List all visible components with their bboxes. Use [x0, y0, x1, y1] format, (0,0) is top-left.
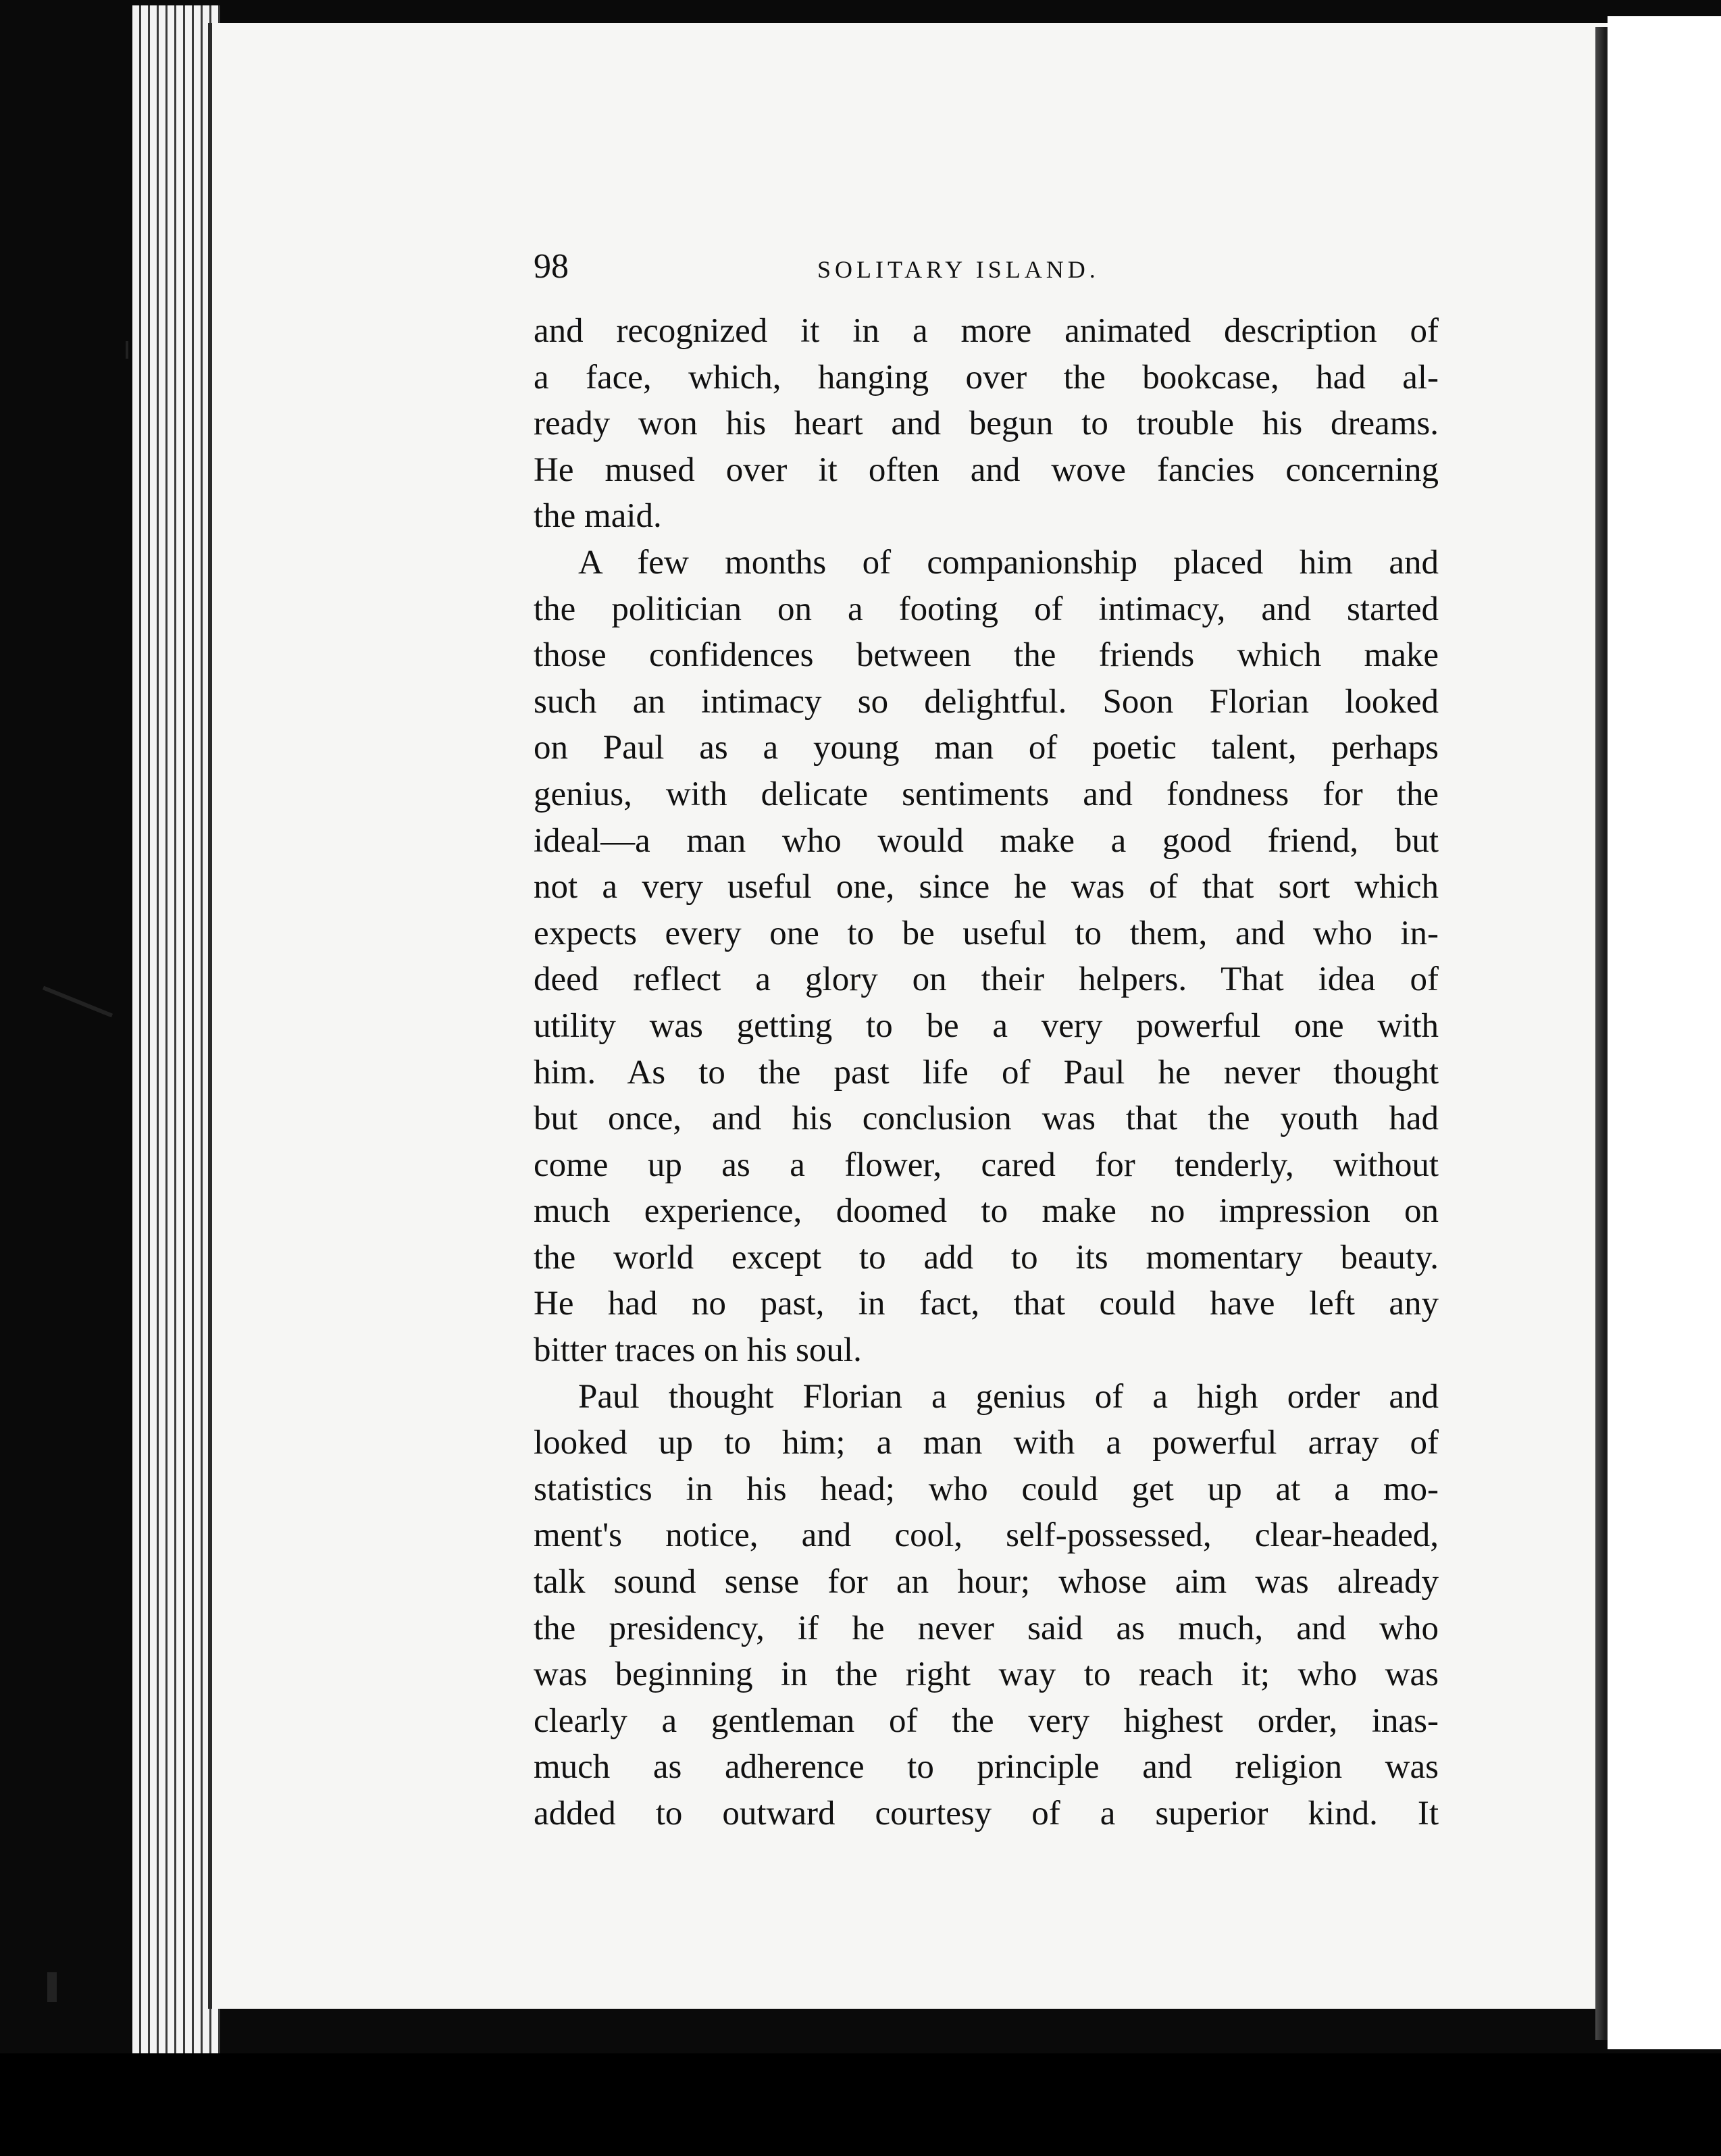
running-head: SOLITARY ISLAND. [817, 256, 1100, 283]
text-line: utility was getting to be a very powerful one with [534, 1006, 1439, 1045]
text-line: much as adherence to principle and religion was [534, 1748, 1439, 1787]
text-line: genius, with delicate sentiments and fondness for the [534, 775, 1439, 813]
text-line: He mused over it often and wove fancies concerning [534, 451, 1439, 489]
text-line: He had no past, in fact, that could have left any [534, 1285, 1439, 1323]
text-line: a face, which, hanging over the bookcase, had al- [534, 358, 1439, 396]
page-header [534, 243, 1445, 290]
text-line: those confidences between the friends which make [534, 636, 1439, 675]
text-line: looked up to him; a man with a powerful array of [534, 1424, 1439, 1462]
text-line: bitter traces on his soul. [534, 1331, 862, 1370]
text-line: talk sound sense for an hour; whose aim was already [534, 1563, 1439, 1601]
text-line: and recognized it in a more animated description of [534, 312, 1439, 350]
text-line: the world except to add to its momentary beauty. [534, 1238, 1439, 1277]
body-text [534, 308, 1439, 1837]
text-line: expects every one to be useful to them, and who in- [534, 914, 1439, 952]
text-line: the politician on a footing of intimacy, and started [534, 590, 1439, 628]
text-line: the presidency, if he never said as much, and who [534, 1609, 1439, 1647]
text-line: on Paul as a young man of poetic talent, perhaps [534, 729, 1439, 767]
text-line: not a very useful one, since he was of that sort which [534, 868, 1439, 906]
text-line: ready won his heart and begun to trouble his dreams. [534, 405, 1439, 443]
text-line: such an intimacy so delightful. Soon Florian looked [534, 682, 1439, 721]
text-line: ideal—a man who would make a good friend, but [534, 821, 1439, 860]
text-line: deed reflect a glory on their helpers. That idea of [534, 960, 1439, 999]
margin-mark [47, 1972, 57, 2002]
text-line: him. As to the past life of Paul he never thought [534, 1053, 1439, 1092]
scan-border [0, 2053, 1721, 2156]
text-line: come up as a flower, cared for tenderly, without [534, 1146, 1439, 1184]
text-line: statistics in his head; who could get up at a mo- [534, 1470, 1439, 1508]
text-line: added to outward courtesy of a superior kind. It [534, 1795, 1439, 1832]
page-number: 98 [534, 247, 569, 286]
text-line: was beginning in the right way to reach it; who was [534, 1656, 1439, 1694]
margin-mark [43, 986, 113, 1018]
page-edges [132, 5, 220, 2059]
text-line: much experience, doomed to make no impression on [534, 1192, 1439, 1231]
text-line: the maid. [534, 497, 662, 536]
facing-page-strip [1608, 16, 1721, 2049]
text-line: A few months of companionship placed him and [578, 543, 1439, 582]
text-line: but once, and his conclusion was that the youth had [534, 1100, 1439, 1138]
text-line: Paul thought Florian a genius of a high order and [578, 1377, 1439, 1416]
text-line: ment's notice, and cool, self-possessed, clear-headed, [534, 1516, 1439, 1555]
text-line: clearly a gentleman of the very highest order, inas- [534, 1701, 1439, 1740]
margin-mark [126, 341, 128, 359]
